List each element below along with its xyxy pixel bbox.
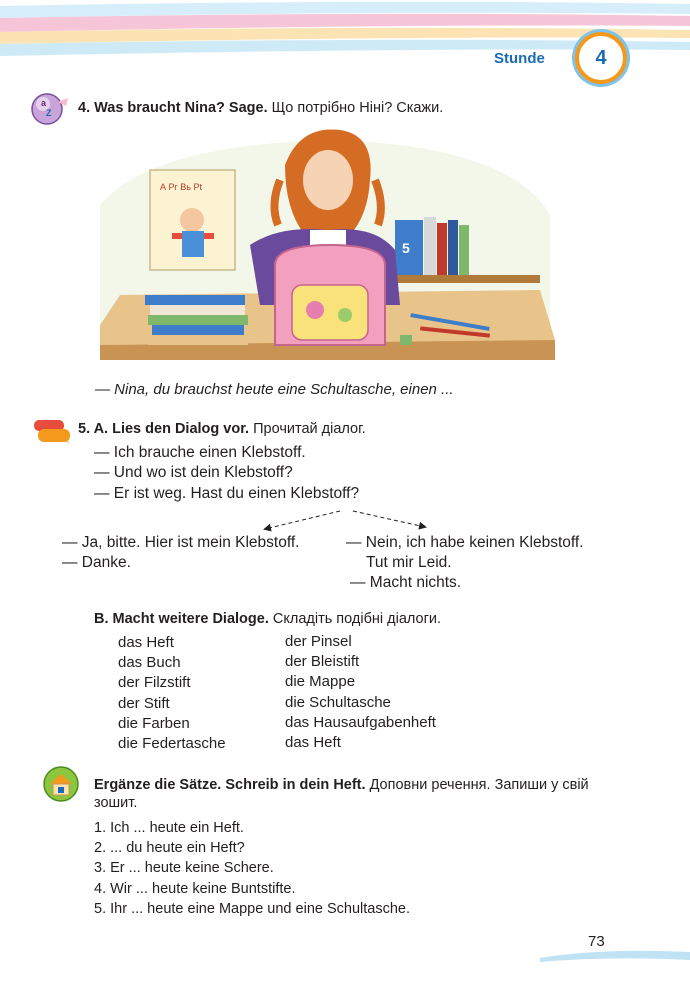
word-item: das Heft bbox=[118, 634, 174, 651]
task4-title: 4. Was braucht Nina? Sage. bbox=[78, 100, 268, 116]
exercise-item: 5. Ihr ... heute eine Mappe und eine Schultasche. bbox=[94, 900, 410, 917]
book-number: 5 bbox=[402, 240, 410, 256]
poster-letters: А Рг Вь Рt bbox=[160, 182, 202, 192]
homework-translation-cont: зошит. bbox=[94, 795, 138, 811]
dialog-line: — Er ist weg. Hast du einen Klebstoff? bbox=[94, 485, 360, 502]
word-item: der Filzstift bbox=[118, 674, 191, 692]
footer-swoosh bbox=[540, 946, 690, 966]
nina-packing-schoolbag-illustration bbox=[100, 125, 560, 360]
alphabet-icon bbox=[30, 92, 70, 126]
task5b-heading bbox=[94, 610, 441, 628]
word-item: die Schultasche bbox=[285, 693, 391, 711]
dialog-answer-right: Tut mir Leid. bbox=[366, 554, 452, 571]
dialog-answer-left: — Ja, bitte. Hier ist mein Klebstoff. bbox=[62, 534, 300, 551]
word-item: der Pinsel bbox=[285, 633, 352, 650]
exercise-list bbox=[94, 818, 410, 919]
task5-translation: Прочитай діалог. bbox=[253, 421, 366, 437]
dialog-answer-left: — Danke. bbox=[62, 554, 131, 571]
speech-bubbles-icon bbox=[32, 418, 72, 446]
task5b-title: B. Macht weitere Dialoge. bbox=[94, 611, 269, 627]
page-number: 73 bbox=[588, 933, 605, 950]
word-item: der Stift bbox=[118, 694, 170, 712]
lesson-number-badge: 4 bbox=[575, 32, 627, 84]
homework-title: Ergänze die Sätze. Schreib in dein Heft. bbox=[94, 777, 366, 793]
word-item: die Federtasche bbox=[118, 735, 226, 753]
word-item: die Farben bbox=[118, 714, 190, 732]
task5b-translation: Складіть подібні діалоги. bbox=[272, 611, 441, 627]
exercise-item: 1. Ich ... heute ein Heft. bbox=[94, 820, 244, 836]
word-list-right bbox=[285, 632, 436, 753]
word-item: das Heft bbox=[285, 734, 341, 752]
exercise-item: 3. Er ... heute keine Schere. bbox=[94, 860, 274, 877]
word-item: der Bleistift bbox=[285, 653, 360, 671]
task4-sentence: — Nina, du brauchst heute eine Schultasche, einen ... bbox=[95, 381, 454, 398]
dialog-answer-right: — Macht nichts. bbox=[350, 574, 462, 591]
task4-translation: Що потрібно Ніні? Скажи. bbox=[271, 100, 444, 116]
exercise-item: 2. ... du heute ein Heft? bbox=[94, 840, 245, 857]
branch-arrows bbox=[255, 505, 435, 535]
lesson-label: Stunde bbox=[494, 50, 545, 67]
svg-text:Z: Z bbox=[46, 108, 52, 118]
svg-text:a: a bbox=[41, 98, 47, 108]
task5-title: 5. A. Lies den Dialog vor. bbox=[78, 421, 250, 437]
dialog-line: — Und wo ist dein Klebstoff? bbox=[94, 464, 293, 481]
task4-heading bbox=[78, 99, 443, 117]
word-item: das Buch bbox=[118, 654, 181, 672]
task5-heading bbox=[78, 420, 366, 438]
word-item: die Mappe bbox=[285, 673, 356, 691]
dialog-line: — Ich brauche einen Klebstoff. bbox=[94, 444, 306, 461]
word-item: das Hausaufgabenheft bbox=[285, 713, 436, 731]
exercise-item: 4. Wir ... heute keine Buntstifte. bbox=[94, 880, 296, 897]
homework-heading bbox=[94, 776, 589, 794]
dialog-answer-right: — Nein, ich habe keinen Klebstoff. bbox=[346, 534, 584, 551]
word-list-left bbox=[118, 633, 226, 754]
homework-translation: Доповни речення. Запиши у свій bbox=[369, 777, 589, 793]
house-icon bbox=[42, 766, 80, 802]
